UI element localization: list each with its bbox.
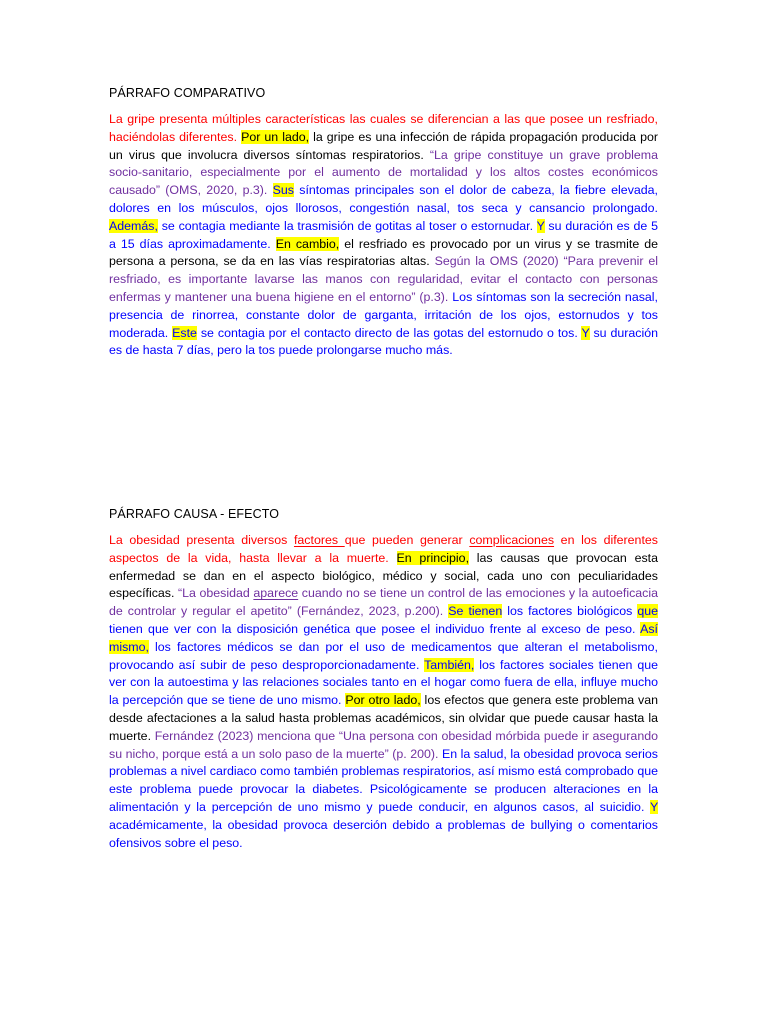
paragraph-segment: tienen que ver con la disposición genética que posee el individuo frente al exceso de peso.: [109, 621, 641, 636]
paragraph-segment: La gripe presenta múltiples características las cuales se diferencian a las que posee un resfriado, haciéndolas diferentes.: [109, 112, 658, 144]
paragraph-segment: su duración es de hasta 7 días, pero la tos puede prolongarse mucho más.: [109, 325, 658, 358]
highlighted-connector: Y: [649, 799, 658, 814]
highlighted-connector: Así mismo,: [109, 621, 658, 654]
paragraph-segment: Los síntomas son la secreción nasal, presencia de rinorrea, constante dolor de garganta, irritación de los ojos, estornudos y tos moderada.: [109, 289, 658, 340]
paragraph-segment: factores: [293, 533, 345, 547]
paragraph-segment: que pueden generar: [344, 533, 470, 547]
comparative-paragraph: [109, 111, 658, 360]
paragraph-segment: complicaciones: [469, 533, 555, 547]
comparative-heading: PÁRRAFO COMPARATIVO: [109, 86, 266, 100]
paragraph-segment: el resfriado es provocado por un virus y se trasmite de persona a persona, se da en las vías respiratorias altas.: [109, 236, 658, 269]
paragraph-segment: se contagia por el contacto directo de las gotas del estornudo o tos.: [196, 325, 582, 340]
paragraph-segment: “La gripe constituye un grave problema socio-sanitario, especialmente por el aumento de mortalidad y los altos costes económicos causado” (OMS, 2020, p.3).: [109, 147, 658, 198]
paragraph-segment: su duración es de 5 a 15 días aproximadamente.: [109, 218, 658, 251]
paragraph-segment: síntomas principales son el dolor de cabeza, la fiebre elevada, dolores en los músculos, ojos llorosos, congestión nasal, tos seca y cansancio prolongado.: [109, 183, 659, 215]
paragraph-segment: Según la OMS (2020) “Para prevenir el resfriado, es importante lavarse las manos con regularidad, evitar el contacto con personas enfermas y mantener una buena higiene en el entorno” (p.3).: [109, 254, 658, 304]
paragraph-segment: la gripe es una infección de rápida propagación producida por un virus que involucra diversos síntomas respiratorios.: [109, 129, 658, 162]
paragraph-segment: se contagia mediante la trasmisión de gotitas al toser o estornudar.: [157, 218, 537, 233]
highlighted-connector: que: [637, 604, 658, 619]
paragraph-segment: cuando no se tiene un control de las emociones y la autoeficacia de controlar y regular el apetito” (Fernández, 2023, p.200).: [109, 586, 659, 619]
paragraph-segment: En la salud, la obesidad provoca serios problemas a nivel cardiaco como también problemas respiratorios, así mismo está comprobado que este problema puede provocar la diabetes. Psicológicamente se producen alteraciones en la alimentación y la percepción de uno mismo y puede conducir, en algunos casos, al suicidio.: [109, 746, 659, 814]
paragraph-segment: aparece: [253, 586, 299, 601]
highlighted-connector: Por un lado,: [241, 129, 310, 144]
highlighted-connector: En cambio,: [275, 236, 340, 251]
paragraph-segment: en los diferentes aspectos de la vida, hasta llevar a la muerte.: [109, 533, 658, 565]
highlighted-connector: Este: [172, 325, 197, 340]
paragraph-segment: Fernández (2023) menciona que “Una persona con obesidad mórbida puede ir asegurando su nicho, porque está a un solo paso de la muerte” (p. 200).: [109, 728, 658, 761]
paragraph-segment: los factores sociales tienen que ver con la autoestima y las relaciones sociales tanto en el hogar como fuera de ella, influye mucho la percepción que se tiene de uno mismo.: [109, 657, 658, 708]
paragraph-segment: los efectos que genera este problema van desde afectaciones a la salud hasta problemas académicos, sin olvidar que puede causar hasta la muerte.: [109, 693, 658, 743]
highlighted-connector: Por otro lado,: [345, 693, 421, 708]
paragraph-segment: las causas que provocan esta enfermedad se dan en el aspecto biológico, médico y social, cada uno con peculiaridades específicas.: [109, 550, 659, 601]
highlighted-connector: Se tienen: [448, 604, 503, 619]
paragraph-segment: “La obesidad: [178, 586, 254, 601]
highlighted-connector: En principio,: [396, 550, 470, 565]
highlighted-connector: También,: [424, 657, 475, 672]
paragraph-segment: académicamente, la obesidad provoca deserción debido a problemas de bullying o comentarios ofensivos sobre el peso.: [109, 817, 658, 850]
highlighted-connector: Y: [581, 325, 590, 340]
paragraph-segment: los factores médicos se dan por el uso de medicamentos que alteran el metabolismo, provocando así subir de peso desproporcionadamente.: [109, 639, 658, 672]
cause-effect-paragraph: [109, 532, 658, 852]
highlighted-connector: Y: [536, 218, 545, 233]
paragraph-segment: los factores biológicos: [502, 604, 638, 619]
paragraph-segment: La obesidad presenta diversos: [109, 533, 294, 547]
highlighted-connector: Además,: [109, 218, 158, 233]
highlighted-connector: Sus: [272, 183, 294, 198]
cause-effect-heading: PÁRRAFO CAUSA - EFECTO: [109, 507, 280, 521]
